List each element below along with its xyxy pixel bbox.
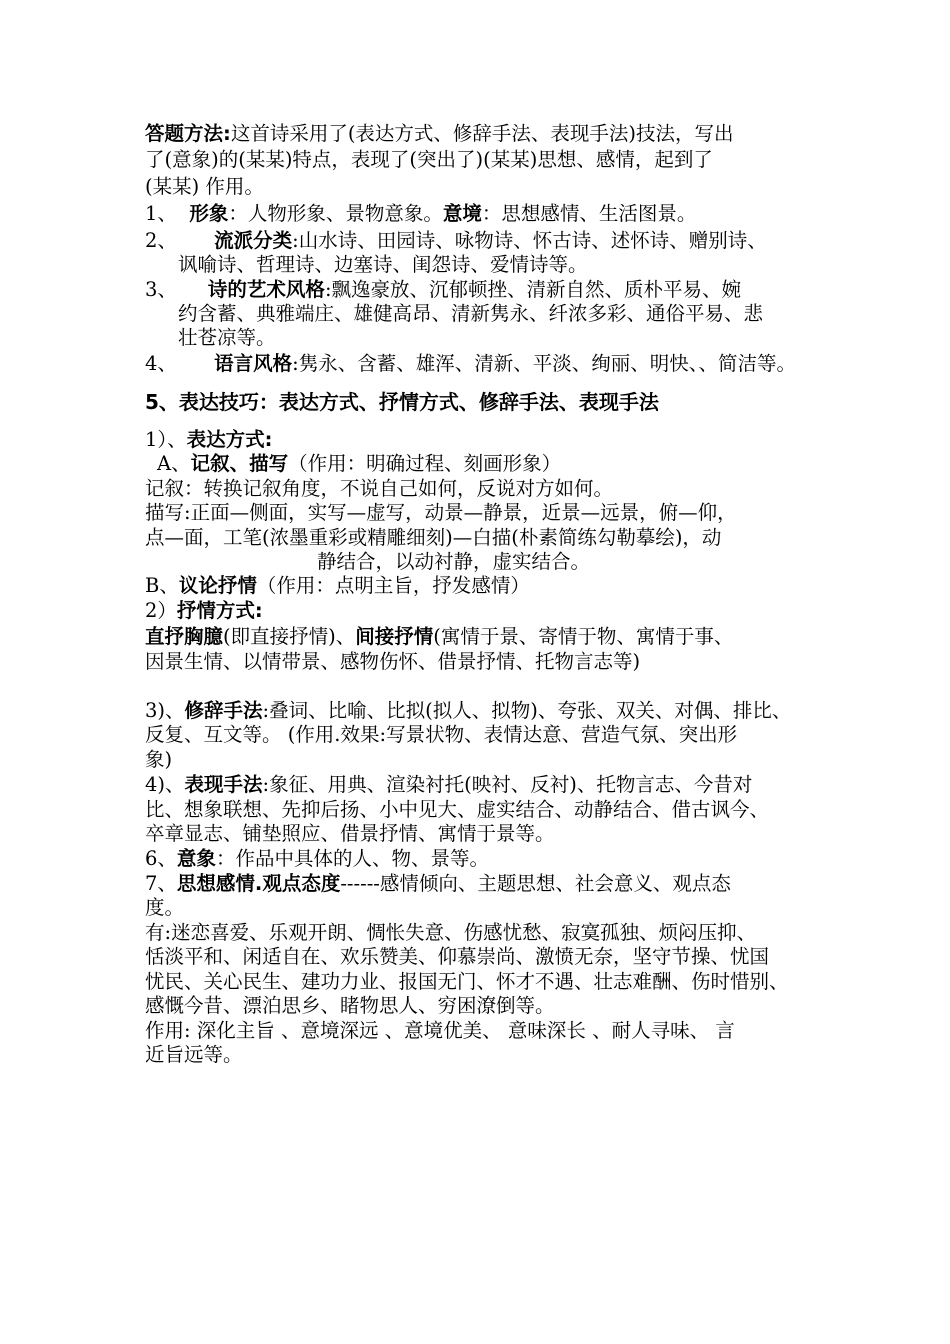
rhetoric-line-3: 象) [145, 748, 173, 771]
description-line-2: 点—面，工笔(浓墨重彩或精雕细刻)—白描(朴素简练勾勒摹绘)，动 [145, 526, 722, 549]
lyric-methods-line-1: 直抒胸臆(即直接抒情)、间接抒情(寓情于景、寄情于物、寓情于事、 [145, 625, 734, 648]
section-5-heading: 5、表达技巧：表达方式、抒情方式、修辞手法、表现手法 [145, 390, 659, 414]
item-3-line-2: 约含蓄、典雅端庄、雄健高昂、清新隽永、纤浓多彩、通俗平易、悲 [178, 302, 764, 325]
technique-line-3: 卒章显志、铺垫照应、借景抒情、寓情于景等。 [145, 822, 555, 845]
item-2-line-2: 讽喻诗、哲理诗、边塞诗、闺怨诗、爱情诗等。 [178, 253, 588, 276]
intro-line-3: (某某) 作用。 [145, 175, 264, 198]
effect-line-2: 近旨远等。 [145, 1043, 243, 1066]
intro-label: 答题方法: [145, 122, 231, 145]
intro-line-2: 了(意象)的(某某)特点，表现了(突出了)(某某)思想、感情，起到了 [145, 148, 713, 171]
item-2-line-1: 2、 流派分类:山水诗、田园诗、咏物诗、怀古诗、述怀诗、赠别诗、 [145, 229, 767, 252]
lyric-methods-line-2: 因景生情、以情带景、感物伤怀、借景抒情、托物言志等) [145, 650, 641, 673]
imagery-line: 6、意象：作品中具体的人、物、景等。 [145, 847, 489, 870]
lyric-methods-title: 2）抒情方式: [145, 599, 263, 622]
technique-line-1: 4)、表现手法:象征、用典、渲染衬托(映衬、反衬)、托物言志、今昔对 [145, 773, 753, 796]
narration-description-line: A、记叙、描写（作用：明确过程、刻画形象） [157, 452, 562, 475]
rhetoric-line-1: 3)、修辞手法:叠词、比喻、比拟(拟人、拟物)、夸张、双关、对偶、排比、 [145, 699, 792, 722]
thoughts-line-1: 7、思想感情.观点态度------感情倾向、主题思想、社会意义、观点态 [145, 872, 731, 895]
intro-line-1: 答题方法:这首诗采用了(表达方式、修辞手法、表现手法)技法，写出 [145, 122, 734, 145]
thoughts-line-2: 度。 [145, 896, 185, 919]
effect-line-1: 作用: 深化主旨 、意境深远 、意境优美、 意味深长 、耐人寻味、 言 [145, 1019, 735, 1042]
item-1: 1、 形象：人物形象、景物意象。意境：思想感情、生活图景。 [145, 202, 697, 225]
description-line-3: 静结合，以动衬静，虚实结合。 [317, 550, 591, 573]
description-line-1: 描写:正面—侧面，实写—虚写，动景—静景，近景—远景，俯—仰， [145, 501, 737, 524]
item-3-line-3: 壮苍凉等。 [178, 326, 276, 349]
technique-line-2: 比、想象联想、先抑后扬、小中见大、虚实结合、动静结合、借古讽今、 [145, 798, 770, 821]
discussion-line: B、议论抒情（作用：点明主旨，抒发感情） [145, 574, 530, 597]
item-3-line-1: 3、 诗的艺术风格:飘逸豪放、沉郁顿挫、清新自然、质朴平易、婉 [145, 278, 742, 301]
expression-methods-title: 1）、表达方式: [145, 428, 273, 451]
emotions-line-1: 有:迷恋喜爱、乐观开朗、惆怅失意、伤感忧愁、寂寞孤独、烦闷压抑、 [145, 921, 757, 944]
narration-line: 记叙：转换记叙角度，不说自己如何，反说对方如何。 [145, 477, 614, 500]
emotions-line-2: 恬淡平和、闲适自在、欢乐赞美、仰慕崇尚、激愤无奈，坚守节操、忧国 [145, 945, 770, 968]
item-4: 4、 语言风格:隽永、含蓄、雄浑、清新、平淡、绚丽、明快、、简洁等。 [145, 352, 796, 375]
emotions-line-4: 感慨今昔、漂泊思乡、睹物思人、穷困潦倒等。 [145, 994, 555, 1017]
rhetoric-line-2: 反复、互文等。 (作用.效果:写景状物、表情达意、营造气氛、突出形 [145, 723, 738, 746]
emotions-line-3: 忧民、关心民生、建功力业、报国无门、怀才不遇、壮志难酬、伤时惜别、 [145, 970, 789, 993]
